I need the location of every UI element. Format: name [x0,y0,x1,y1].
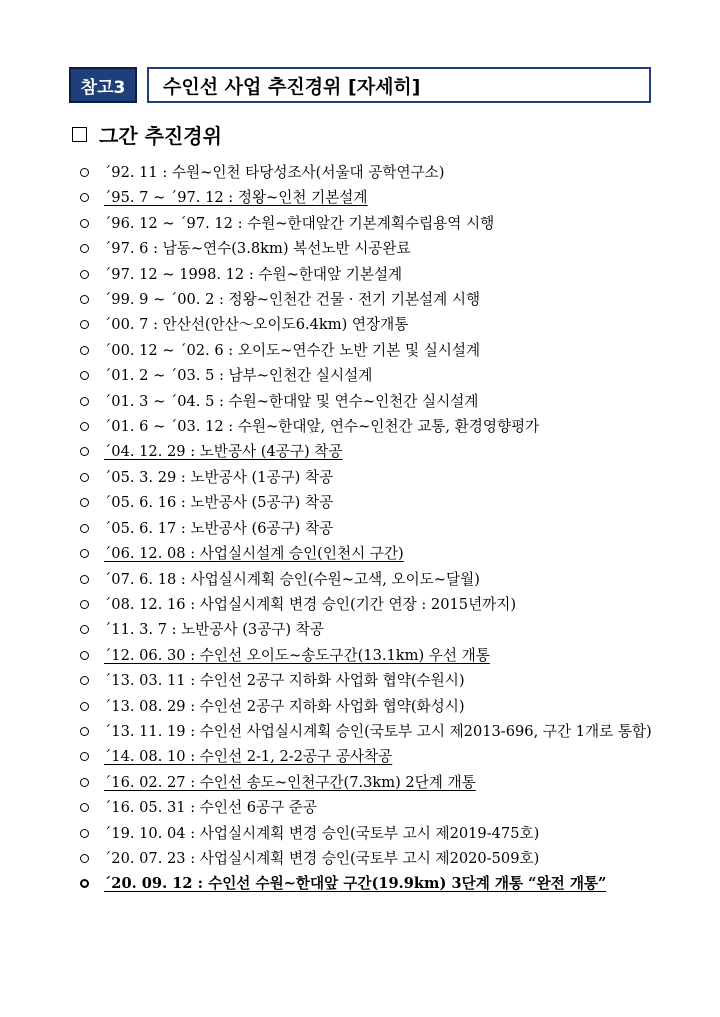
circle-bullet-icon [80,879,89,888]
circle-bullet-icon [80,829,89,838]
circle-bullet-icon [80,371,89,380]
reference-badge: 참고3 [69,67,137,103]
circle-bullet-icon [80,651,89,660]
timeline-item: ´16. 02. 27 : 수인선 송도~인천구간(7.3km) 2단계 개통 [80,770,658,795]
timeline-item: ´01. 3 ~ ´04. 5 : 수원~한대앞 및 연수~인천간 실시설계 [80,389,658,414]
circle-bullet-icon [80,854,89,863]
circle-bullet-icon [80,803,89,812]
timeline-item: ´14. 08. 10 : 수인선 2-1, 2-2공구 공사착공 [80,744,658,769]
timeline-item: ´20. 09. 12 : 수인선 수원~한대앞 구간(19.9km) 3단계 개통 “완전 개통” [80,871,658,896]
timeline-item: ´13. 03. 11 : 수인선 2공구 지하화 사업화 협약(수원시) [80,668,658,693]
timeline-item: ´00. 7 : 안산선(안산～오이도6.4km) 연장개통 [80,312,658,337]
timeline-item: ´13. 11. 19 : 수인선 사업실시계획 승인(국토부 고시 제2013-696, 구간 1개로 통합) [80,719,658,744]
circle-bullet-icon [80,244,89,253]
circle-bullet-icon [80,498,89,507]
timeline-item: ´20. 07. 23 : 사업실시계획 변경 승인(국토부 고시 제2020-509호) [80,846,658,871]
circle-bullet-icon [80,193,89,202]
circle-bullet-icon [80,447,89,456]
circle-bullet-icon [80,219,89,228]
circle-bullet-icon [80,346,89,355]
circle-bullet-icon [80,600,89,609]
circle-bullet-icon [80,778,89,787]
timeline-item: ´97. 6 : 남동~연수(3.8km) 복선노반 시공완료 [80,236,658,261]
timeline-item: ´05. 6. 16 : 노반공사 (5공구) 착공 [80,490,658,515]
timeline-item: ´00. 12 ~ ´02. 6 : 오이도~연수간 노반 기본 및 실시설계 [80,338,658,363]
timeline-item: ´01. 2 ~ ´03. 5 : 남부~인천간 실시설계 [80,363,658,388]
circle-bullet-icon [80,676,89,685]
timeline-item: ´01. 6 ~ ´03. 12 : 수원~한대앞, 연수~인천간 교통, 환경영향평가 [80,414,658,439]
document-header [69,67,651,103]
circle-bullet-icon [80,727,89,736]
timeline-item: ´95. 7 ~ ´97. 12 : 정왕~인천 기본설계 [80,185,658,210]
timeline-item: ´05. 3. 29 : 노반공사 (1공구) 착공 [80,465,658,490]
circle-bullet-icon [80,320,89,329]
circle-bullet-icon [80,625,89,634]
circle-bullet-icon [80,752,89,761]
timeline-item: ´05. 6. 17 : 노반공사 (6공구) 착공 [80,516,658,541]
timeline-item: ´99. 9 ~ ´00. 2 : 정왕~인천간 건물 · 전기 기본설계 시행 [80,287,658,312]
timeline-item: ´06. 12. 08 : 사업실시설계 승인(인천시 구간) [80,541,658,566]
timeline-list [80,160,658,897]
circle-bullet-icon [80,168,89,177]
timeline-item: ´12. 06. 30 : 수인선 오이도~송도구간(13.1km) 우선 개통 [80,643,658,668]
circle-bullet-icon [80,524,89,533]
timeline-item: ´19. 10. 04 : 사업실시계획 변경 승인(국토부 고시 제2019-475호) [80,821,658,846]
timeline-item: ´16. 05. 31 : 수인선 6공구 준공 [80,795,658,820]
square-bullet-icon [72,127,87,142]
page-title: 수인선 사업 추진경위 [자세히] [147,67,651,103]
timeline-item: ´11. 3. 7 : 노반공사 (3공구) 착공 [80,617,658,642]
timeline-item: ´97. 12 ~ 1998. 12 : 수원~한대앞 기본설계 [80,262,658,287]
circle-bullet-icon [80,270,89,279]
timeline-item: ´08. 12. 16 : 사업실시계획 변경 승인(기간 연장 : 2015년까지) [80,592,658,617]
timeline-item: ´92. 11 : 수원~인천 타당성조사(서울대 공학연구소) [80,160,658,185]
circle-bullet-icon [80,702,89,711]
timeline-item: ´13. 08. 29 : 수인선 2공구 지하화 사업화 협약(화성시) [80,694,658,719]
circle-bullet-icon [80,422,89,431]
circle-bullet-icon [80,549,89,558]
timeline-item: ´07. 6. 18 : 사업실시계획 승인(수원~고색, 오이도~달월) [80,567,658,592]
section-title: 그간 추진경위 [99,124,222,148]
timeline-item: ´04. 12. 29 : 노반공사 (4공구) 착공 [80,439,658,464]
section-heading [72,120,222,149]
circle-bullet-icon [80,397,89,406]
circle-bullet-icon [80,575,89,584]
timeline-item: ´96. 12 ~ ´97. 12 : 수원~한대앞간 기본계획수립용역 시행 [80,211,658,236]
circle-bullet-icon [80,473,89,482]
circle-bullet-icon [80,295,89,304]
